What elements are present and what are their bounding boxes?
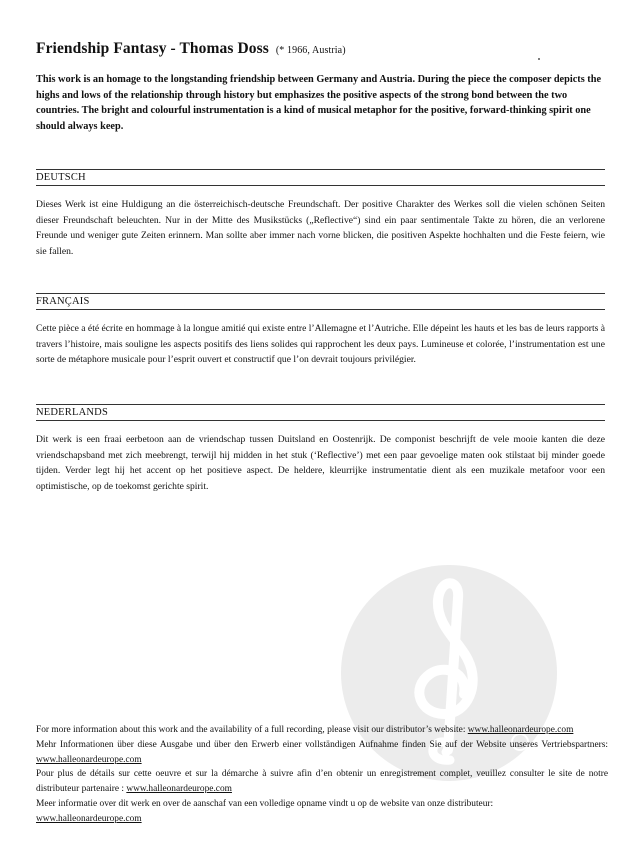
section-text: Dieses Werk ist eine Huldigung an die österreichisch-deutsche Freundschaft. Der positive Charakter des Werkes soll die vielen schönen Seiten dieser Freundschaft beleuchten. Nur in der Mitte des Musikstücks („Reflective“) sind ein paar sentimentale Takte zu hören, die an verlorene Freunde und weniger gute Zeiten erinnern. Man sollte aber immer nach vorne blicken, die positiven Aspekte hochhalten und die Feste feiern, wie sie fallen. — [36, 199, 605, 257]
footer-de-text: Mehr Informationen über diese Ausgabe und über den Erwerb einer vollständigen Aufnahme finden Sie auf der Website unseres Vertriebspartners: — [36, 739, 608, 750]
composer-dates: (* 1966, Austria) — [275, 45, 346, 56]
footer-info — [36, 723, 608, 827]
distributor-link[interactable]: www.halleonardeurope.com — [467, 725, 574, 735]
section-text: Dit werk is een fraai eerbetoon aan de vriendschap tussen Duitsland en Oostenrijk. De componist beschrijft de vele mooie kanten die deze vriendschapsband met zich meebrengt, terwijl hij midden in het stuk (‘Reflective’) met een paar gevoelige maten ook stilstaat bij minder goede tijden. Verder legt hij het accent op het positieve aspect. De heldere, kleurrijke instrumentatie dient als een muzikale metafoor voor een optimistische, op de toekomst gerichte spirit. — [36, 434, 605, 492]
distributor-link[interactable]: www.halleonardeurope.com — [36, 813, 142, 824]
footer-french — [36, 767, 608, 797]
stray-mark — [538, 58, 540, 60]
page-title — [36, 40, 346, 58]
section-bottom-rule — [36, 309, 605, 310]
section-francais — [36, 293, 605, 368]
footer-dutch — [36, 797, 608, 827]
distributor-link[interactable]: www.halleonardeurope.com — [126, 784, 232, 795]
footer-en-text: For more information about this work and the availability of a full recording, please visit our distributor’s website: — [36, 725, 468, 735]
title-text: Friendship Fantasy - Thomas Doss — [36, 40, 269, 57]
section-text: Cette pièce a été écrite en hommage à la longue amitié qui existe entre l’Allemagne et l’Autriche. Elle dépeint les hauts et les bas de leurs rapports à travers l’histoire, mais souligne les aspects positifs des liens solides qui rapprochent les deux pays. Lumineuse et colorée, l’instrumentation est une sorte de métaphore musicale pour l’esprit ouvert et constructif que l’on devrait toujours privilégier. — [36, 323, 606, 366]
distributor-link[interactable]: www.halleonardeurope.com — [36, 754, 142, 765]
footer-german — [36, 738, 608, 768]
english-intro: This work is an homage to the longstanding friendship between Germany and Austria. During the piece the composer depicts the highs and lows of the relationship through history but emphasizes the positive aspects of the strong bond between the two countries. The bright and colourful instrumentation is a kind of musical metaphor for the positive, forward-thinking spirit one should always keep. — [36, 74, 602, 132]
footer-english — [36, 723, 608, 738]
footer-fr-text: Pour plus de détails sur cette oeuvre et sur la démarche à suivre afin d’en obtenir un enregistrement complet, veuillez consulter le site de notre distributeur partenaire : — [36, 769, 608, 795]
section-deutsch — [36, 169, 605, 259]
section-bottom-rule — [36, 185, 605, 186]
section-heading: NEDERLANDS — [36, 407, 108, 418]
footer-nl-text: Meer informatie over dit werk en over de aanschaf van een volledige opname vindt u op de website van onze distributeur: — [36, 798, 494, 809]
section-heading: FRANÇAIS — [36, 296, 90, 307]
section-bottom-rule — [36, 420, 605, 421]
section-heading: DEUTSCH — [36, 172, 86, 183]
section-nederlands — [36, 404, 605, 494]
